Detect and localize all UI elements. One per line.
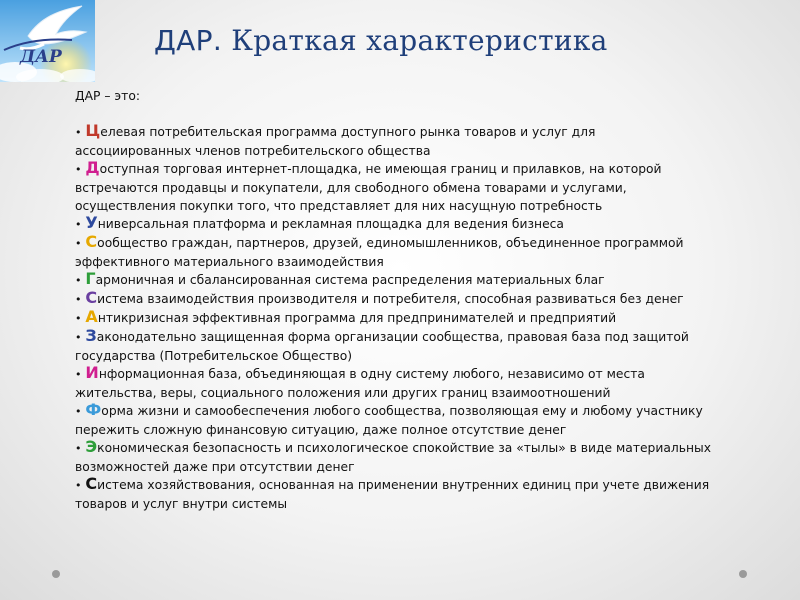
bullet-icon: • (75, 126, 82, 139)
item-text: оступная торговая интернет-площадка, не имеющая границ и прилавков, на которой встречаются продавцы и покупатели, для свободного обмена товарами и услугами, осуществления покупки того, что представляет для них насущную потребность (75, 162, 662, 213)
item-text: аконодательно защищенная форма организации сообщества, правовая база под защитой государства (Потребительское Общество) (75, 330, 689, 363)
bullet-icon: • (75, 331, 82, 344)
feature-list (75, 123, 715, 513)
content-block (75, 87, 715, 513)
bullet-icon: • (75, 442, 82, 455)
item-initial-letter: Ф (85, 400, 102, 419)
list-item (75, 290, 715, 309)
item-initial-letter: Г (85, 269, 96, 288)
list-item (75, 328, 715, 365)
item-text: армоничная и сбалансированная система распределения материальных благ (95, 273, 605, 287)
item-initial-letter: Д (85, 158, 100, 177)
title-abbr: ДАР. (154, 24, 223, 57)
item-text: ниверсальная платформа и рекламная площадка для ведения бизнеса (97, 217, 564, 231)
bullet-dot-icon-left (52, 570, 60, 578)
item-initial-letter: С (85, 474, 98, 493)
item-initial-letter: З (85, 326, 97, 345)
item-text: истема хозяйствования, основанная на применении внутренних единиц при учете движения товаров и услуг внутри системы (75, 478, 710, 511)
item-initial-letter: И (85, 363, 99, 382)
list-item (75, 365, 715, 402)
item-text: истема взаимодействия производителя и потребителя, способная развиваться без денег (97, 292, 684, 306)
bullet-icon: • (75, 405, 82, 418)
item-text: ообщество граждан, партнеров, друзей, единомышленников, объединенное программой эффективного материального взаимодействия (75, 236, 684, 269)
item-initial-letter: А (85, 307, 98, 326)
bullet-dot-icon-right (739, 570, 747, 578)
bullet-icon: • (75, 293, 82, 306)
item-text: орма жизни и самообеспечения любого сообщества, позволяющая ему и любому участнику пережить сложную финансовую ситуацию, даже полное отсутствие денег (75, 404, 703, 437)
bullet-icon: • (75, 274, 82, 287)
list-item (75, 271, 715, 290)
bullet-icon: • (75, 368, 82, 381)
dove-logo-icon (0, 0, 95, 82)
list-item (75, 476, 715, 513)
list-item (75, 439, 715, 476)
item-text: нтикризисная эффективная программа для предпринимателей и предприятий (97, 311, 617, 325)
list-item (75, 215, 715, 234)
item-text: кономическая безопасность и психологическое спокойствие за «тылы» в виде материальных возможностей даже при отсутствии денег (75, 441, 712, 474)
item-initial-letter: Ц (85, 121, 101, 140)
list-item (75, 234, 715, 271)
list-item (75, 160, 715, 215)
item-initial-letter: С (85, 232, 98, 251)
intro-text: ДАР – это: (75, 89, 140, 103)
list-item (75, 402, 715, 439)
list-item (75, 309, 715, 328)
item-text: елевая потребительская программа доступного рынка товаров и услуг для ассоциированных членов потребительского общества (75, 125, 596, 158)
item-initial-letter: С (85, 288, 98, 307)
logo-text: ДАР (20, 47, 62, 67)
page-title (154, 24, 608, 57)
item-initial-letter: У (85, 213, 98, 232)
bullet-icon: • (75, 479, 82, 492)
title-text: Краткая характеристика (231, 24, 608, 57)
item-text: нформационная база, объединяющая в одну систему любого, независимо от места жительства, веры, социального положения или других границ взаимоотношений (75, 367, 645, 400)
bullet-icon: • (75, 237, 82, 250)
bullet-icon: • (75, 312, 82, 325)
bullet-icon: • (75, 163, 82, 176)
list-item (75, 123, 715, 160)
item-initial-letter: Э (85, 437, 98, 456)
bullet-icon: • (75, 218, 82, 231)
dar-logo (0, 0, 95, 82)
